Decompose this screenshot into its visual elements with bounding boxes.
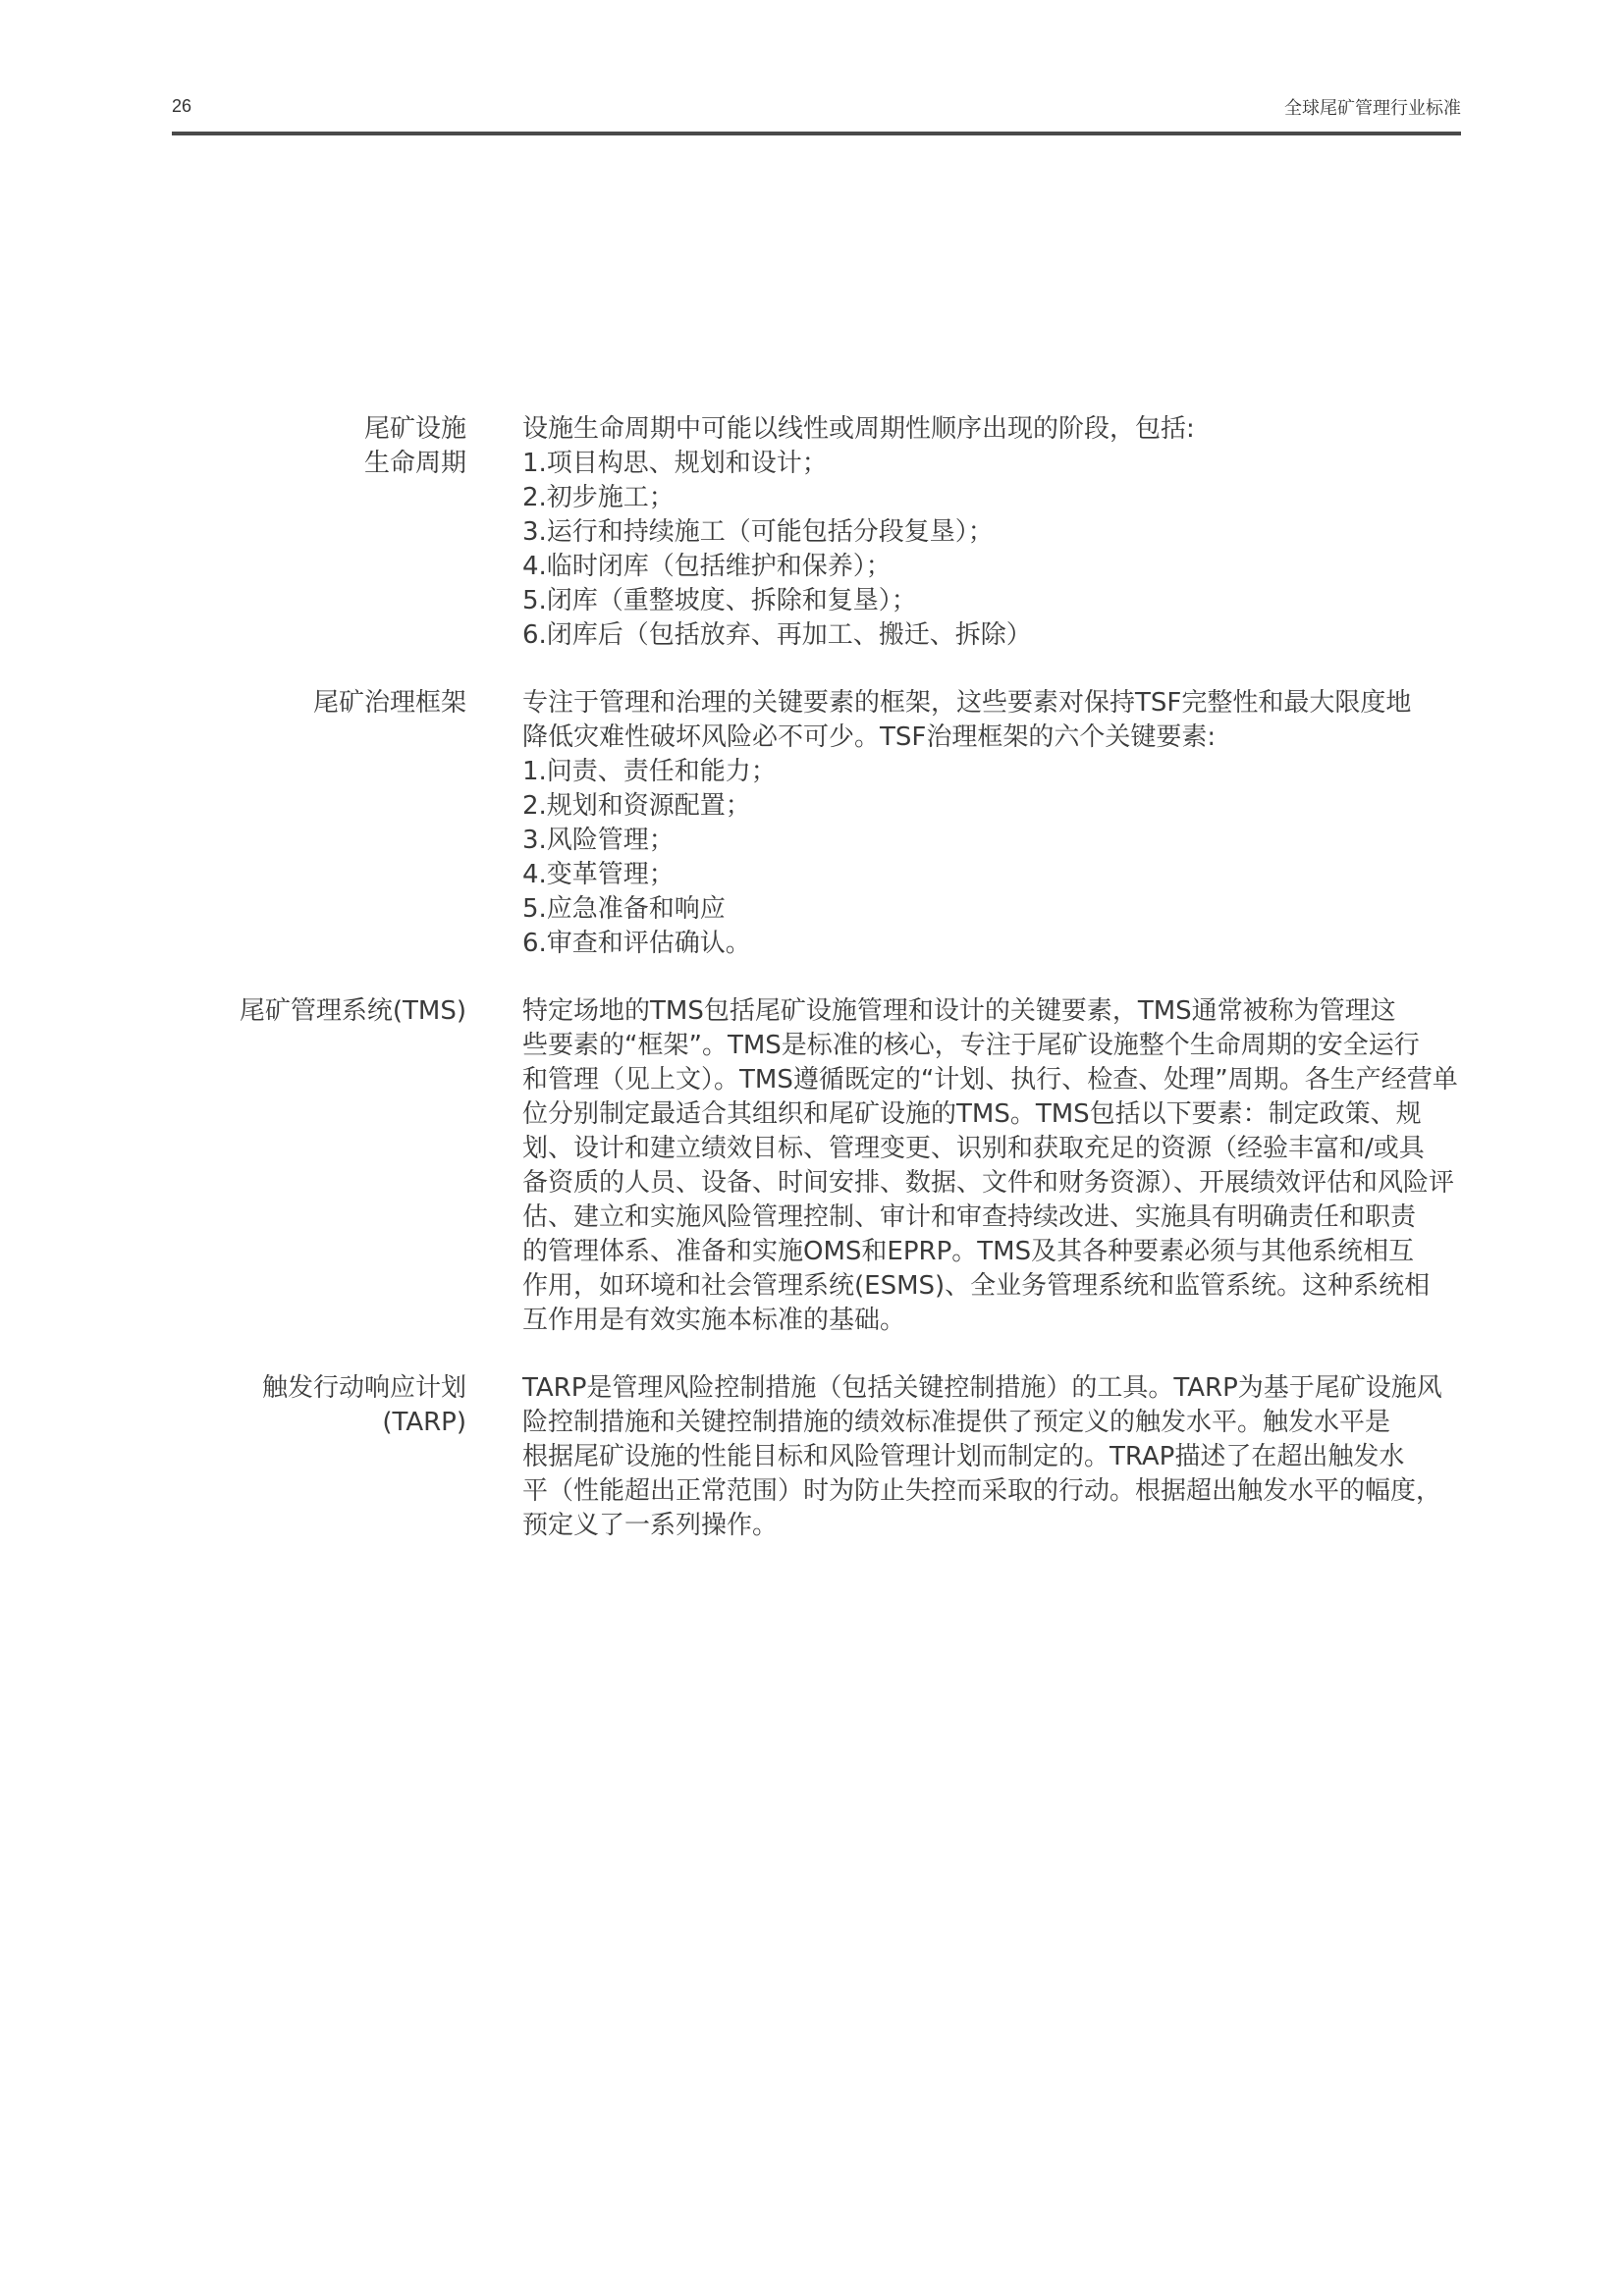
term-line: (TARP) — [382, 1408, 466, 1437]
glossary-term — [172, 994, 466, 1338]
term-line: 尾矿治理框架 — [312, 688, 466, 718]
glossary-definition — [522, 412, 1460, 653]
definition-line: 作用，如环境和社会管理系统(ESMS)、全业务管理系统和监管系统。这种系统相 — [522, 1271, 1431, 1301]
definition-line: 根据尾矿设施的性能目标和风险管理计划而制定的。TRAP描述了在超出触发水 — [522, 1442, 1405, 1471]
definition-line: 互作用是有效实施本标准的基础。 — [522, 1306, 906, 1335]
definition-line: 3.风险管理； — [522, 826, 675, 855]
definition-line: 5.应急准备和响应 — [522, 894, 726, 924]
page-number: 26 — [172, 96, 192, 116]
glossary-definition — [522, 994, 1460, 1338]
page-header — [172, 94, 1461, 135]
definition-line: 些要素的“框架”。TMS是标准的核心，专注于尾矿设施整个生命周期的安全运行 — [522, 1031, 1420, 1060]
definition-line: 预定义了一系列操作。 — [522, 1511, 779, 1540]
glossary-entry-tarp — [172, 1371, 1461, 1543]
term-line: 尾矿设施 — [363, 414, 466, 444]
glossary-entry-tsf-lifecycle — [172, 412, 1461, 653]
definition-line: TARP是管理风险控制措施（包括关键控制措施）的工具。TARP为基于尾矿设施风 — [522, 1373, 1442, 1403]
glossary-entry-tailings-governance-framework — [172, 686, 1461, 961]
definition-line: 和管理（见上文）。TMS遵循既定的“计划、执行、检查、处理”周期。各生产经营单 — [522, 1065, 1458, 1095]
definition-line: 1.问责、责任和能力； — [522, 757, 777, 786]
term-line: 触发行动响应计划 — [261, 1373, 466, 1403]
term-line: 生命周期 — [363, 449, 466, 478]
definition-line: 位分别制定最适合其组织和尾矿设施的TMS。TMS包括以下要素：制定政策、规 — [522, 1099, 1422, 1129]
document-title: 全球尾矿管理行业标准 — [1284, 98, 1461, 119]
definition-line: 2.规划和资源配置； — [522, 791, 751, 821]
definition-line: 4.变革管理； — [522, 860, 675, 889]
definition-line: 4.临时闭库（包括维护和保养）； — [522, 552, 892, 581]
definition-line: 划、设计和建立绩效目标、管理变更、识别和获取充足的资源（经验丰富和/或具 — [522, 1134, 1425, 1163]
glossary-definition — [522, 1371, 1460, 1543]
definition-line: 估、建立和实施风险管理控制、审计和审查持续改进、实施具有明确责任和职责 — [522, 1202, 1417, 1232]
glossary-list — [172, 412, 1461, 1576]
definition-line: 备资质的人员、设备、时间安排、数据、文件和财务资源）、开展绩效评估和风险评 — [522, 1168, 1455, 1198]
definition-line: 专注于管理和治理的关键要素的框架，这些要素对保持TSF完整性和最大限度地 — [522, 688, 1412, 718]
definition-line: 3.运行和持续施工（可能包括分段复垦）； — [522, 517, 994, 547]
definition-line: 平（性能超出正常范围）时为防止失控而采取的行动。根据超出触发水平的幅度， — [522, 1476, 1442, 1506]
glossary-entry-tms — [172, 994, 1461, 1338]
glossary-term — [172, 412, 466, 653]
definition-line: 6.审查和评估确认。 — [522, 929, 751, 958]
definition-line: 的管理体系、准备和实施OMS和EPRP。TMS及其各种要素必须与其他系统相互 — [522, 1237, 1415, 1266]
definition-line: 5.闭库（重整坡度、拆除和复垦）； — [522, 586, 917, 615]
definition-line: 降低灾难性破坏风险必不可少。TSF治理框架的六个关键要素: — [522, 722, 1217, 752]
definition-line: 2.初步施工； — [522, 483, 675, 512]
definition-line: 6.闭库后（包括放弃、再加工、搬迁、拆除） — [522, 620, 1032, 650]
definition-line: 设施生命周期中可能以线性或周期性顺序出现的阶段，包括: — [522, 414, 1195, 444]
glossary-definition — [522, 686, 1460, 961]
definition-line: 险控制措施和关键控制措施的绩效标准提供了预定义的触发水平。触发水平是 — [522, 1408, 1391, 1437]
glossary-term — [172, 686, 466, 961]
term-line: 尾矿管理系统(TMS) — [239, 996, 466, 1026]
glossary-term — [172, 1371, 466, 1543]
definition-line: 1.项目构思、规划和设计； — [522, 449, 828, 478]
definition-line: 特定场地的TMS包括尾矿设施管理和设计的关键要素，TMS通常被称为管理这 — [522, 996, 1396, 1026]
